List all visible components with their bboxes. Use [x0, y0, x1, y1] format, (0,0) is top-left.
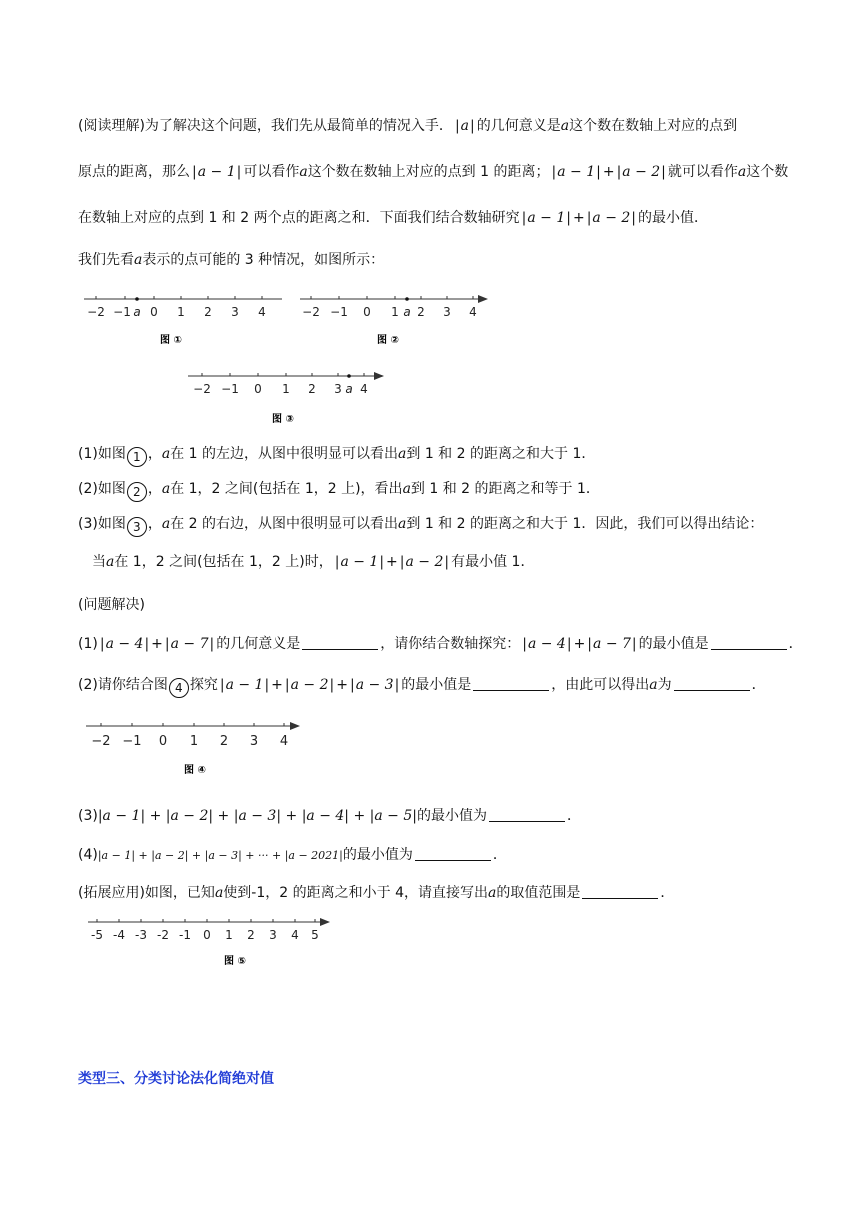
reading-line-4: 我们先看a表示的点可能的 3 种情况，如图所示： — [78, 252, 385, 268]
tick-label: -3 — [135, 928, 147, 942]
number-line-fig3 — [188, 367, 398, 427]
tick-label: 2 — [204, 305, 212, 319]
tick-label: -1 — [179, 928, 191, 942]
tick-label: 4 — [291, 928, 299, 942]
tick-label: 4 — [469, 305, 477, 319]
tick-label: 2 — [308, 382, 316, 396]
point-label: a — [133, 305, 141, 319]
figure-label: 图 ② — [377, 335, 399, 346]
tick-label: -2 — [157, 928, 169, 942]
number-line-fig4 — [84, 717, 314, 779]
point-a-fig3 — [347, 374, 351, 378]
answer-blank[interactable] — [473, 676, 549, 691]
reading-line-3: 在数轴上对应的点到 1 和 2 两个点的距离之和．下面我们结合数轴研究| a − 1 | +| a − 2 | 的最小值． — [78, 208, 708, 228]
tick-label: −1 — [221, 382, 239, 396]
point-label: a — [345, 382, 353, 396]
tick-label: 2 — [219, 734, 229, 749]
answer-blank[interactable] — [415, 846, 491, 861]
tick-label: 3 — [334, 382, 342, 396]
case-3: (3)如图 3 ，a在 2 的右边，从图中很明显可以看出a到 1 和 2 的距离之和大于 1．因此，我们可以得出结论： — [78, 514, 763, 537]
tick-label: 1 — [282, 382, 290, 396]
circled-number: 4 — [169, 678, 189, 698]
circled-number: 1 — [127, 447, 147, 467]
tick-label: 1 — [391, 305, 399, 319]
question-4: (4)|a − 1| + |a − 2| + |a − 3| + ··· + |a − 2021|的最小值为 ． — [78, 847, 507, 863]
tick-label: −2 — [302, 305, 320, 319]
answer-blank[interactable] — [711, 635, 787, 650]
tick-label: 0 — [254, 382, 262, 396]
question-2: (2)请你结合图 4 探究| a − 1 | +| a − 2 | +| a − 3 | 的最小值是 ，由此可以得出a为 ． — [78, 675, 766, 698]
number-line-fig5 — [86, 913, 336, 971]
tick-label: 4 — [258, 305, 266, 319]
tick-label: −1 — [122, 734, 142, 749]
point-label: a — [403, 305, 411, 319]
answer-blank[interactable] — [489, 807, 565, 822]
answer-blank[interactable] — [302, 635, 378, 650]
circled-number: 2 — [127, 482, 147, 502]
tick-label: 1 — [189, 734, 199, 749]
tick-label: 0 — [158, 734, 168, 749]
conclusion: 当a在 1，2 之间(包括在 1，2 上)时，| a − 1 | +| a − 2 | 有最小值 1． — [92, 552, 534, 572]
case-2: (2)如图 2 ，a在 1，2 之间(包括在 1，2 上)，看出a到 1 和 2 的距离之和等于 1． — [78, 479, 600, 502]
point-a-fig2 — [405, 297, 409, 301]
tick-label: 2 — [417, 305, 425, 319]
extension-question: (拓展应用)如图，已知a使到-1，2 的距离之和小于 4，请直接写出a的取值范围是 ． — [78, 885, 675, 901]
tick-label: -4 — [113, 928, 125, 942]
circled-number: 3 — [127, 517, 147, 537]
point-a-fig1 — [135, 297, 139, 301]
problems-heading: (问题解决) — [78, 597, 145, 613]
tick-label: 0 — [363, 305, 371, 319]
number-line-fig2 — [300, 290, 500, 350]
tick-label: 1 — [225, 928, 233, 942]
figure-label: 图 ① — [160, 335, 182, 346]
tick-label: 0 — [203, 928, 211, 942]
tick-label: 4 — [360, 382, 368, 396]
tick-label: 3 — [231, 305, 239, 319]
tick-label: −2 — [193, 382, 211, 396]
tick-label: 3 — [249, 734, 259, 749]
tick-label: −1 — [113, 305, 131, 319]
tick-label: 5 — [311, 928, 319, 942]
reading-line-1: (阅读理解)为了解决这个问题，我们先从最简单的情况入手．| a | 的几何意义是a这个数在数轴上对应的点到 — [78, 116, 737, 136]
tick-label: −1 — [330, 305, 348, 319]
tick-label: −2 — [91, 734, 111, 749]
tick-label: 4 — [279, 734, 289, 749]
tick-label: 2 — [247, 928, 255, 942]
section-title: 类型三、分类讨论法化简绝对值 — [78, 1071, 274, 1087]
tick-label: -5 — [91, 928, 103, 942]
abs-a: | a | — [453, 118, 477, 134]
tick-label: 3 — [443, 305, 451, 319]
figure-label: 图 ④ — [184, 765, 206, 776]
case-1: (1)如图 1 ，a在 1 的左边，从图中很明显可以看出a到 1 和 2 的距离之和大于 1． — [78, 444, 595, 467]
question-1: (1)| a − 4 | +| a − 7 | 的几何意义是 ，请你结合数轴探究：| a − 4 | +| a − 7 | 的最小值是 ． — [78, 634, 803, 654]
answer-blank[interactable] — [674, 676, 750, 691]
tick-label: 3 — [269, 928, 277, 942]
answer-blank[interactable] — [582, 884, 658, 899]
figure-label: 图 ⑤ — [224, 956, 246, 967]
reading-line-2: 原点的距离，那么| a − 1 | 可以看作a这个数在数轴上对应的点到 1 的距离；| a − 1 | +| a − 2 | 就可以看作a这个数 — [78, 162, 788, 182]
question-3: (3)|a − 1| + |a − 2| + |a − 3| + |a − 4| + |a − 5|的最小值为 ． — [78, 808, 581, 824]
tick-label: −2 — [87, 305, 105, 319]
tick-label: 0 — [150, 305, 158, 319]
number-line-fig1 — [82, 290, 282, 350]
figure-label: 图 ③ — [272, 414, 294, 425]
tick-label: 1 — [177, 305, 185, 319]
